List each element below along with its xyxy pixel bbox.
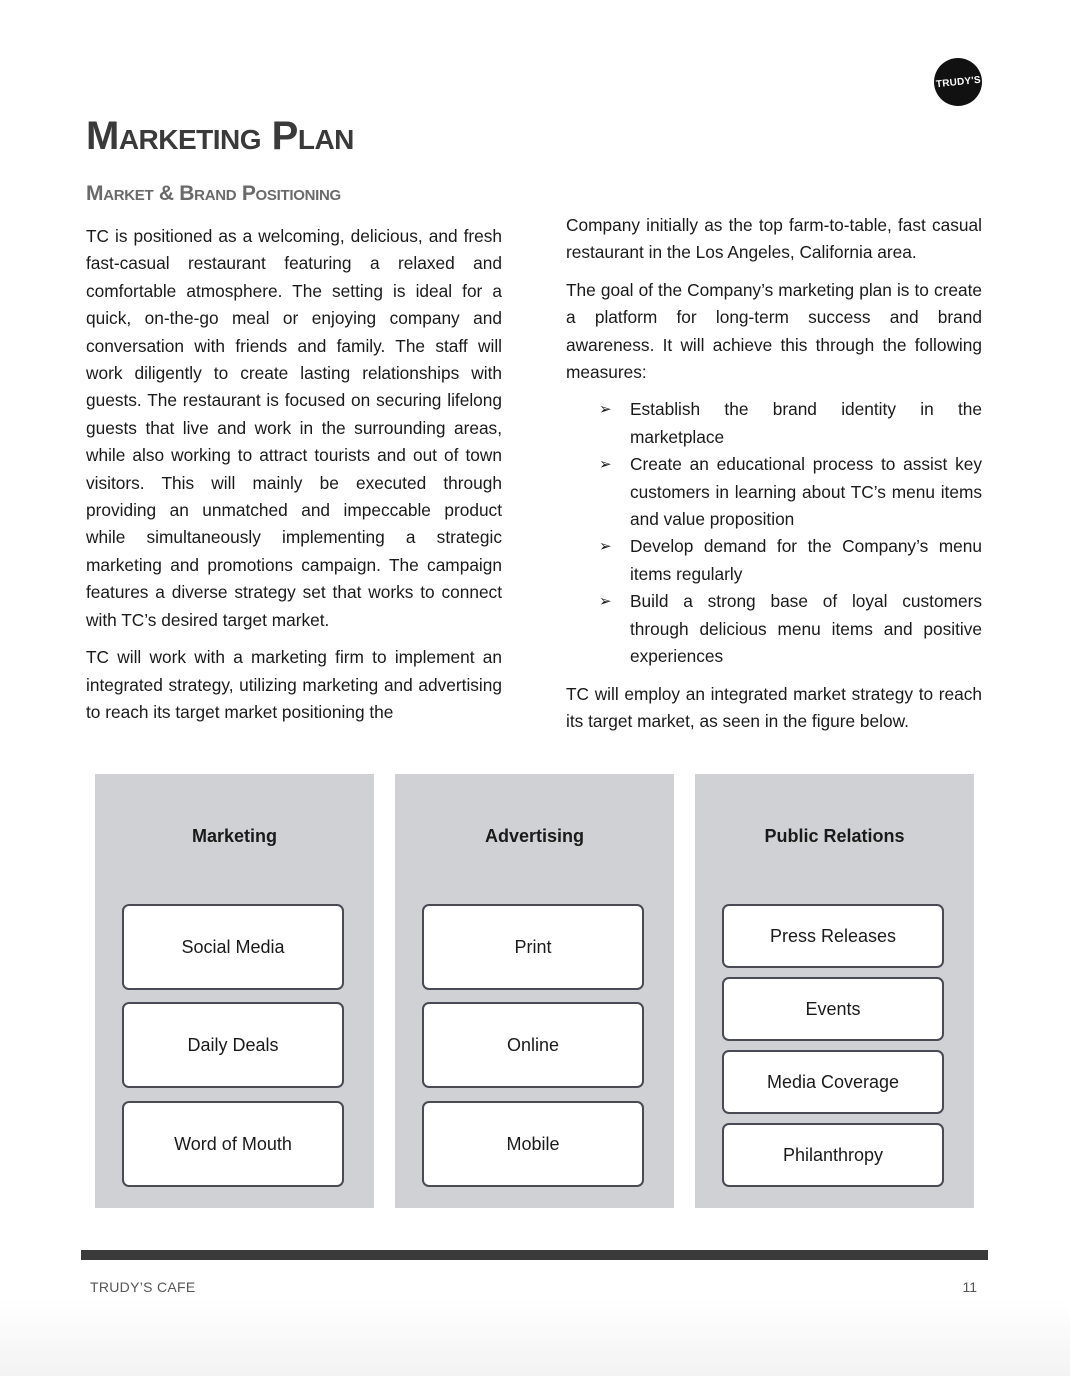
list-item: [599, 588, 982, 670]
public-relations-panel: [695, 774, 974, 1208]
section-subtitle: [86, 180, 341, 208]
panel-title: Public Relations: [764, 826, 905, 846]
strategy-box: Word of Mouth: [122, 1101, 344, 1187]
list-item-text: Establish the brand identity in the marketplace: [630, 399, 982, 447]
strategy-box: Daily Deals: [122, 1002, 344, 1088]
footer-divider: [81, 1250, 988, 1260]
list-item-text: Develop demand for the Company’s menu items regularly: [630, 536, 982, 584]
trudys-logo: [934, 58, 982, 106]
section-subtitle-text: Market & Brand Positioning: [86, 182, 341, 205]
left-paragraph-2: TC will work with a marketing firm to implement an integrated strategy, utilizing marketing and advertising to reach its target market positioning the: [86, 647, 502, 722]
panel-title: Marketing: [191, 826, 278, 846]
arrow-bullet-icon: ➢: [599, 593, 612, 611]
strategy-box: Mobile: [422, 1101, 644, 1187]
logo-text: TRUDY'S: [935, 74, 981, 90]
page-title-text: Marketing Plan: [86, 114, 354, 158]
strategy-box: Philanthropy: [722, 1123, 944, 1187]
advertising-panel: [395, 774, 674, 1208]
strategy-box: Online: [422, 1002, 644, 1088]
list-item: [599, 533, 982, 588]
left-column: [86, 223, 502, 736]
list-item: [599, 396, 982, 451]
strategy-box: Events: [722, 977, 944, 1041]
right-paragraph-1: Company initially as the top farm-to-table, fast casual restaurant in the Los Angeles, California area.: [566, 215, 982, 263]
strategy-box: Media Coverage: [722, 1050, 944, 1114]
page-bottom-shade: [0, 1300, 1070, 1376]
marketing-panel: [95, 774, 374, 1208]
footer-company-name: TRUDY’S CAFE: [90, 1279, 196, 1295]
page-title: [86, 112, 354, 160]
list-item: [599, 451, 982, 533]
strategy-box: Social Media: [122, 904, 344, 990]
panel-title: Advertising: [484, 826, 585, 846]
strategy-box: Press Releases: [722, 904, 944, 968]
right-paragraph-3: TC will employ an integrated market strategy to reach its target market, as seen in the figure below.: [566, 683, 982, 731]
arrow-bullet-icon: ➢: [599, 456, 612, 474]
arrow-bullet-icon: ➢: [599, 538, 612, 556]
list-item-text: Build a strong base of loyal customers through delicious menu items and positive experiences: [630, 591, 982, 667]
measures-list: [566, 396, 982, 670]
page-number: 11: [962, 1279, 977, 1295]
list-item-text: Create an educational process to assist key customers in learning about TC’s menu items and value proposition: [630, 454, 982, 530]
left-paragraph-1: TC is positioned as a welcoming, delicious, and fresh fast-casual restaurant featuring a relaxed and comfortable atmosphere. The setting is ideal for a quick, on-the-go meal or enjoying company and conversation with friends and family. The staff will work diligently to create lasting relationships with guests. The restaurant is focused on securing lifelong guests that live and work in the surrounding areas, while also working to attract tourists and out of town visitors. This will mainly be executed through providing an unmatched and impeccable product while simultaneously implementing a strategic marketing and promotions campaign. The campaign features a diverse strategy set that works to connect with TC’s desired target market.: [86, 226, 502, 630]
arrow-bullet-icon: ➢: [599, 401, 612, 419]
strategy-box: Print: [422, 904, 644, 990]
right-paragraph-2: The goal of the Company’s marketing plan is to create a platform for long-term success and brand awareness. It will achieve this through the following measures:: [566, 279, 982, 383]
right-column: [566, 212, 982, 745]
